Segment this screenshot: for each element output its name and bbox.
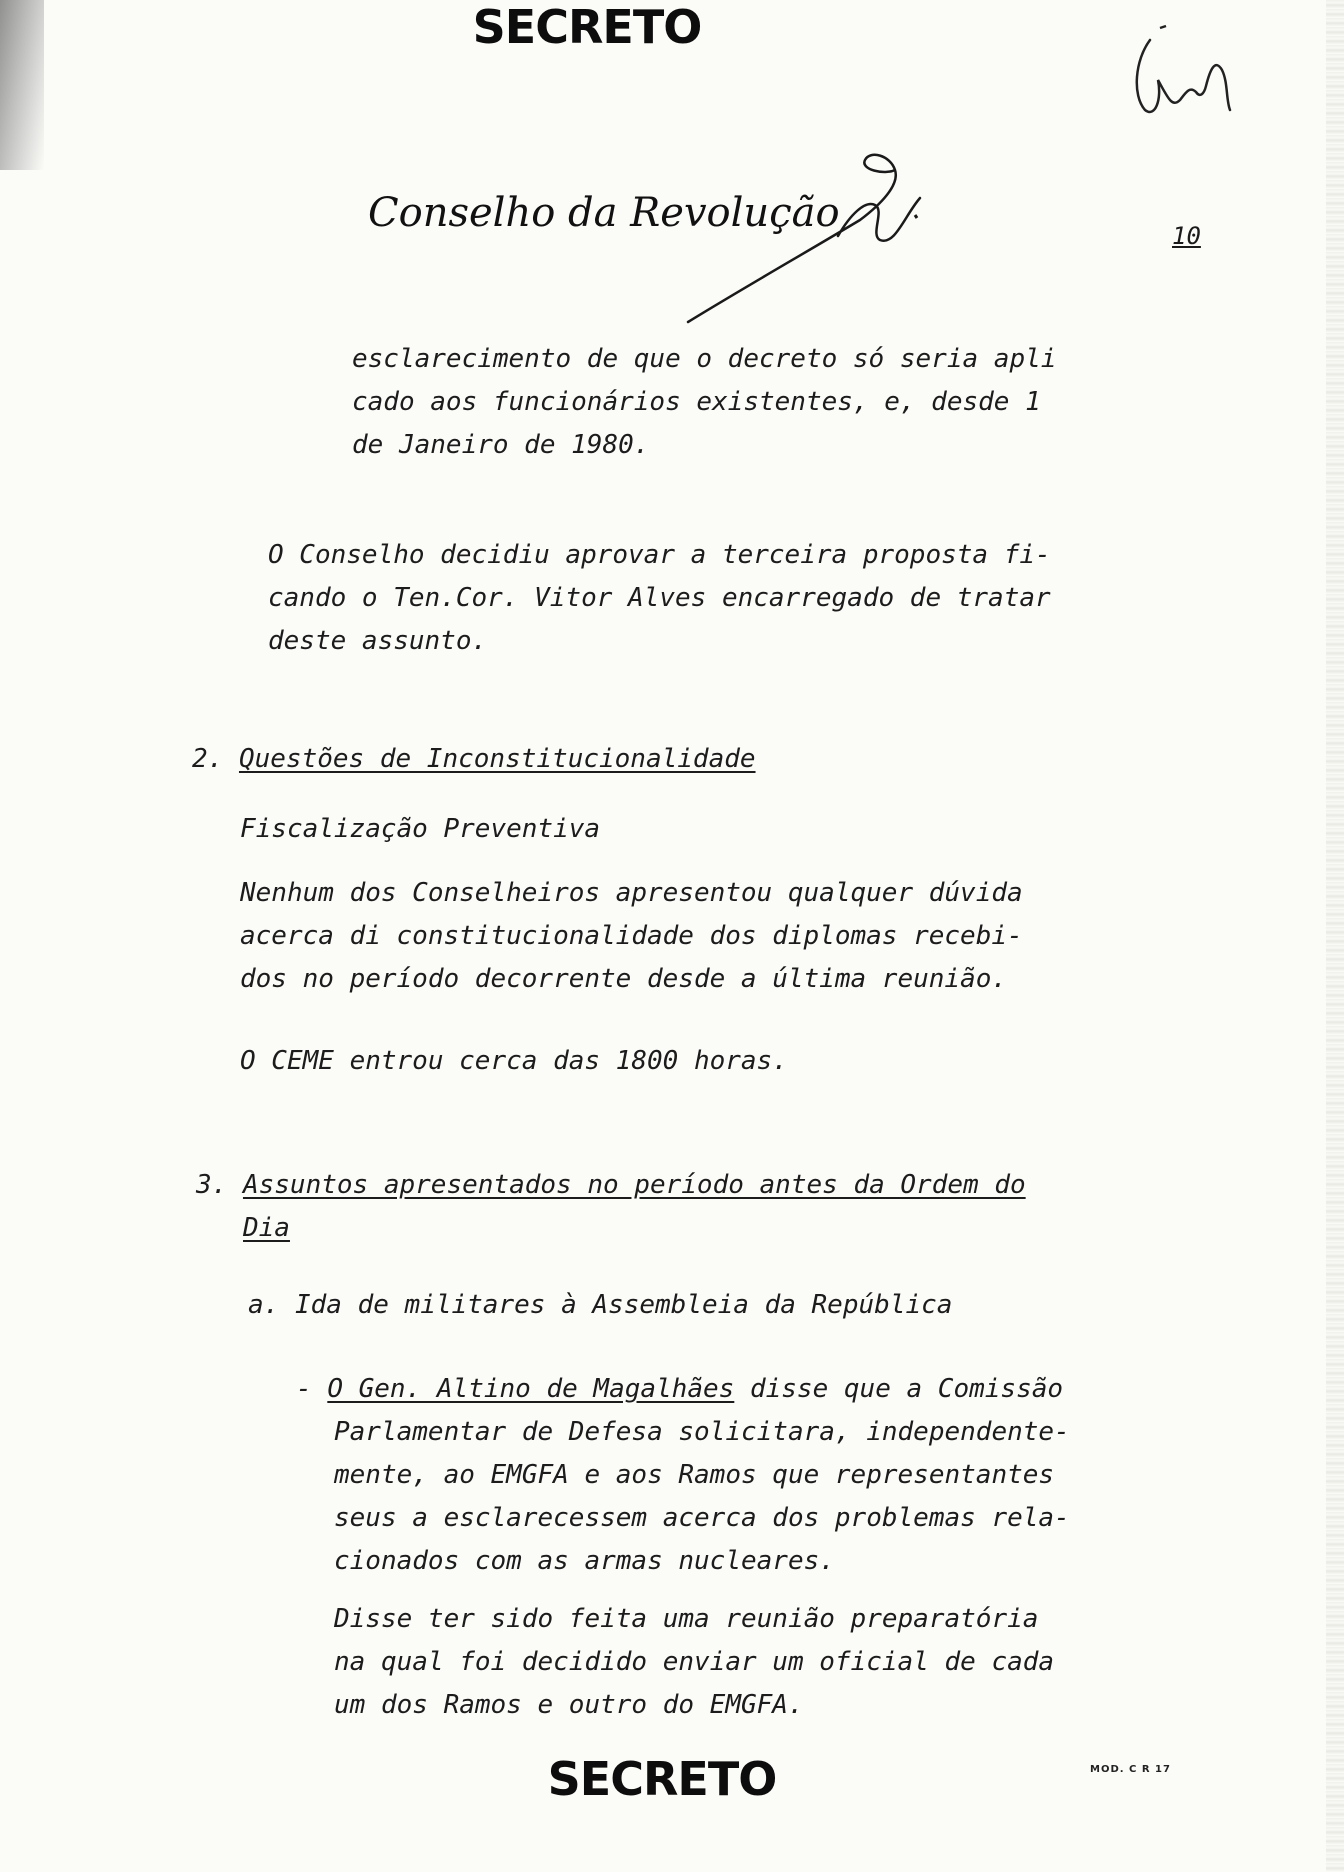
text-line: um dos Ramos e outro do EMGFA.	[334, 1690, 804, 1720]
item-title: Ida de militares à Assembleia da República	[294, 1290, 953, 1320]
section-title: Assuntos apresentados no período antes da Ordem do	[242, 1170, 1026, 1200]
section-2-subheading: Fiscalização Preventiva	[240, 814, 601, 844]
text-line: cando o Ten.Cor. Vitor Alves encarregado de tratar	[268, 583, 1051, 613]
item-label: a.	[248, 1290, 280, 1320]
text-fragment: disse que a Comissão	[749, 1374, 1064, 1404]
item-a-paragraph-2	[334, 1598, 1054, 1727]
section-3-title-line	[196, 1207, 1026, 1250]
text-line: dos no período decorrente desde a última reunião.	[240, 964, 1008, 994]
section-2-heading	[192, 738, 756, 781]
section-2-note: O CEME entrou cerca das 1800 horas.	[240, 1046, 788, 1076]
text-line: mente, ao EMGFA e aos Ramos que representantes	[334, 1460, 1055, 1490]
text-line: Nenhum dos Conselheiros apresentou qualquer dúvida	[240, 878, 1023, 908]
text-line: esclarecimento de que o decreto só seria apli	[352, 344, 1057, 374]
classification-stamp-top: SECRETO	[472, 0, 702, 54]
item-a-bullet-paragraph	[296, 1368, 1070, 1583]
bullet-dash: -	[296, 1374, 312, 1404]
page-number: 10	[1172, 222, 1201, 250]
text-line: deste assunto.	[268, 626, 488, 656]
section-title: Questões de Inconstitucionalidade	[238, 744, 756, 774]
letterhead-title: Conselho da Revolução	[368, 190, 840, 236]
speaker-name: O Gen. Altino de Magalhães	[327, 1374, 735, 1404]
section-title-continued: Dia	[243, 1213, 290, 1243]
text-line: cado aos funcionários existentes, e, desde 1	[352, 387, 1041, 417]
section-2-paragraph	[240, 872, 1023, 1001]
section-number: 2.	[192, 744, 224, 774]
text-line: de Janeiro de 1980.	[352, 430, 650, 460]
scan-edge-artifact	[1326, 0, 1344, 1872]
text-line: O Conselho decidiu aprovar a terceira proposta fi-	[268, 540, 1051, 570]
text-line: acerca di constitucionalidade dos diplomas recebi-	[240, 921, 1023, 951]
section-3-heading	[196, 1164, 1026, 1250]
text-line: cionados com as armas nucleares.	[334, 1546, 835, 1576]
intro-paragraph	[352, 338, 1056, 467]
decision-paragraph	[268, 534, 1051, 663]
section-3-title-line	[196, 1164, 1026, 1207]
bullet-first-line	[296, 1368, 1070, 1411]
text-line: Parlamentar de Defesa solicitara, independente-	[334, 1417, 1070, 1447]
classification-stamp-bottom: SECRETO	[547, 1752, 777, 1806]
text-line: na qual foi decidido enviar um oficial de cada	[334, 1647, 1055, 1677]
text-line: seus a esclarecessem acerca dos problemas rela-	[334, 1503, 1070, 1533]
text-line: Disse ter sido feita uma reunião preparatória	[334, 1604, 1039, 1634]
item-a-heading	[248, 1284, 952, 1327]
section-number: 3.	[196, 1170, 228, 1200]
form-code: MOD. C R 17	[1090, 1764, 1171, 1775]
